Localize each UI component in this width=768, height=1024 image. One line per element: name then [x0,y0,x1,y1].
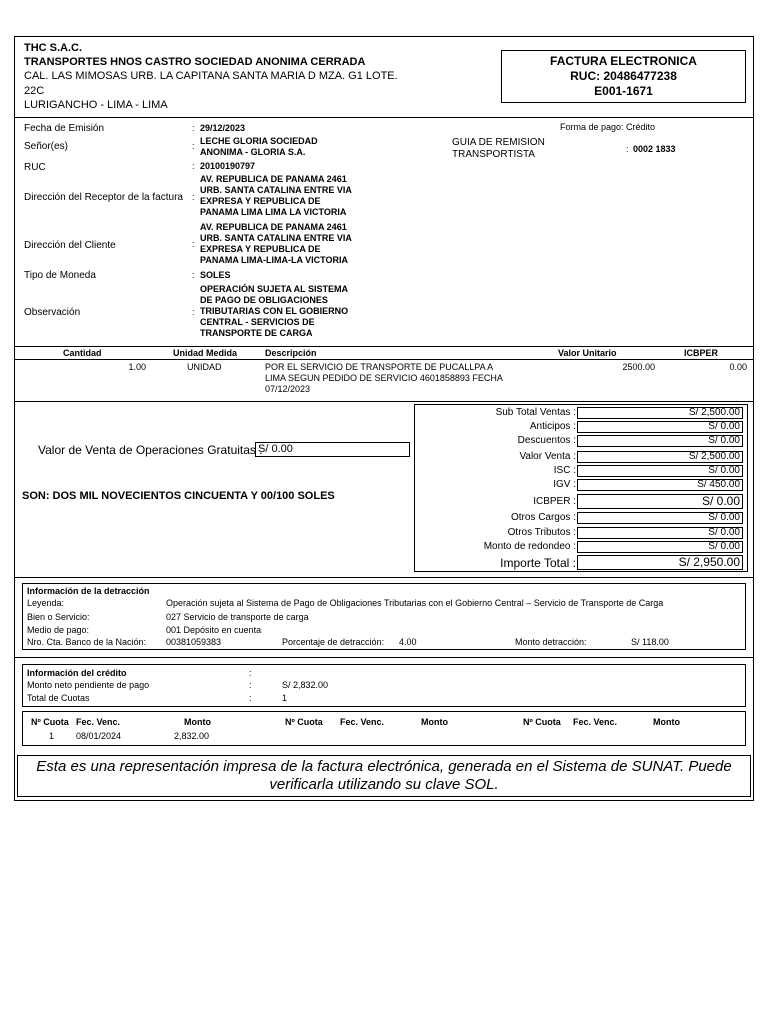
total-cuotas-value: 1 [282,693,288,703]
monto-neto-value: S/ 2,832.00 [282,680,329,690]
isc-value: S/ 0.00 [577,465,743,477]
col-valor: Valor Unitario [558,348,617,358]
divider [14,577,754,578]
item-valor: 2500.00 [622,362,655,372]
moneda-label: Tipo de Moneda [24,270,96,281]
subtotal-value: S/ 2,500.00 [577,407,743,419]
descuentos-label: Descuentos : [517,435,576,446]
descuentos-value: S/ 0.00 [577,435,743,447]
colon: : [192,141,195,151]
leyenda-label: Leyenda: [27,598,65,608]
colon: : [249,668,252,678]
ruc-label: RUC [24,162,46,173]
item-cantidad: 1.00 [128,362,146,372]
senores-label: Señor(es) [24,141,68,152]
redondeo-value: S/ 0.00 [577,541,743,553]
dir-cliente-value: AV. REPUBLICA DE PANAMA 2461 URB. SANTA CATALINA ENTRE VIA EXPRESA Y REPUBLICA DE PANAMA LIMA-LIMA-LA VICTORIA [200,222,352,265]
senores-value: LECHE GLORIA SOCIEDAD ANONIMA - GLORIA S.A. [200,136,318,157]
issuer-name: THC S.A.C. [24,42,83,54]
item-icbper: 0.00 [729,362,747,372]
cuota-header-monto: Monto [421,717,448,727]
cuota-fec: 08/01/2024 [76,731,122,741]
item-descripcion: POR EL SERVICIO DE TRANSPORTE DE PUCALLPA A LIMA SEGUN PEDIDO DE SERVICIO 4601858893 FECHA 07/12/2023 [265,362,503,394]
otros-tributos-value: S/ 0.00 [577,527,743,539]
guia-label: GUIA DE REMISION TRANSPORTISTA [452,137,545,160]
cta-label: Nro. Cta. Banco de la Nación: [27,637,147,647]
col-unidad: Unidad Medida [173,348,238,358]
doc-type: FACTURA ELECTRONICA [550,54,697,68]
anticipos-label: Anticipos : [529,421,576,432]
valor-venta-label: Valor Venta : [519,451,576,462]
fecha-label: Fecha de Emisión [24,123,105,134]
col-cantidad: Cantidad [63,348,102,358]
cta-value: 00381059383 [166,637,222,647]
cuota-header-n: Nº Cuota [31,717,69,727]
fecha-value: 29/12/2023 [200,123,246,133]
issuer-address-line1: CAL. LAS MIMOSAS URB. LA CAPITANA SANTA MARIA D MZA. G1 LOTE. [24,70,398,82]
otros-tributos-label: Otros Tributos : [507,527,576,538]
colon: : [249,693,252,703]
monto-neto-label: Monto neto pendiente de pago [27,680,150,690]
cuota-header-monto: Monto [184,717,211,727]
colon: : [192,239,195,249]
cuota-header-n: Nº Cuota [285,717,323,727]
gratuitas-value: S/ 0.00 [255,442,410,457]
icbper-label: ICBPER : [533,496,576,507]
colon: : [192,270,195,280]
detraccion-title: Información de la detracción [27,586,150,596]
colon: : [192,307,195,317]
importe-total-value: S/ 2,950.00 [577,555,743,570]
dir-receptor-label: Dirección del Receptor de la factura [24,192,183,203]
dir-receptor-value: AV. REPUBLICA DE PANAMA 2461 URB. SANTA CATALINA ENTRE VIA EXPRESA Y REPUBLICA DE PANAMA LIMA LIMA LA VICTORIA [200,174,352,217]
gratuitas-label: Valor de Venta de Operaciones Gratuitas : [38,443,263,457]
medio-value: 001 Depósito en cuenta [166,625,262,635]
col-icbper: ICBPER [684,348,719,358]
colon: : [192,192,195,202]
colon: : [192,161,195,171]
leyenda-value: Operación sujeta al Sistema de Pago de Obligaciones Tributarias con el Gobierno Central – Servicio de Transporte de Carga [166,598,664,608]
cuota-header-fec: Fec. Venc. [340,717,385,727]
bien-label: Bien o Servicio: [27,612,90,622]
cuota-header-n: Nº Cuota [523,717,561,727]
icbper-value: S/ 0.00 [577,494,743,509]
son-text: SON: DOS MIL NOVECIENTOS CINCUENTA Y 00/100 SOLES [22,490,335,502]
isc-label: ISC : [553,465,576,476]
obs-value: OPERACIÓN SUJETA AL SISTEMA DE PAGO DE OBLIGACIONES TRIBUTARIAS CON EL GOBIERNO CENTRAL - SERVICIOS DE TRANSPORTE DE CARGA [200,284,349,338]
medio-label: Medio de pago: [27,625,90,635]
obs-label: Observación [24,307,81,318]
igv-label: IGV : [553,479,576,490]
guia-value: 0002 1833 [633,144,676,154]
monto-detraccion-value: S/ 118.00 [631,637,669,647]
cuota-monto: 2,832.00 [174,731,210,741]
issuer-legal-name: TRANSPORTES HNOS CASTRO SOCIEDAD ANONIMA CERRADA [24,56,366,68]
cuota-header-fec: Fec. Venc. [573,717,618,727]
footer-line2: verificarla utilizando su clave SOL. [269,776,499,793]
colon: : [249,680,252,690]
valor-venta-value: S/ 2,500.00 [577,451,743,463]
bien-value: 027 Servicio de transporte de carga [166,612,309,622]
item-unidad: UNIDAD [187,362,222,372]
footer-line1: Esta es una representación impresa de la factura electrónica, generada en el Sistema de SUNAT. Puede [36,758,732,775]
importe-total-label: Importe Total : [500,556,576,570]
divider [14,401,754,402]
credito-title: Información del crédito [27,668,127,678]
cuota-header-fec: Fec. Venc. [76,717,121,727]
issuer-address-line2: 22C [24,85,45,97]
porcentaje-value: 4.00 [399,637,417,647]
divider [14,117,754,118]
doc-ruc: RUC: 20486477238 [570,69,677,83]
moneda-value: SOLES [200,270,231,280]
subtotal-label: Sub Total Ventas : [495,407,576,418]
doc-number: E001-1671 [594,84,653,98]
divider [14,346,754,347]
document-box [501,50,746,103]
col-descripcion: Descripción [265,348,317,358]
dir-cliente-label: Dirección del Cliente [24,240,116,251]
ruc-value: 20100190797 [200,161,256,171]
forma-pago: Forma de pago: Crédito [560,122,656,132]
otros-cargos-value: S/ 0.00 [577,512,743,524]
monto-detraccion-label: Monto detracción: [515,637,587,647]
total-cuotas-label: Total de Cuotas [27,693,90,703]
igv-value: S/ 450.00 [577,479,743,491]
colon: : [626,144,629,154]
colon: : [192,123,195,133]
porcentaje-label: Porcentaje de detracción: [282,637,385,647]
redondeo-label: Monto de redondeo : [483,541,576,552]
cuota-header-monto: Monto [653,717,680,727]
cuota-n: 1 [49,731,55,741]
anticipos-value: S/ 0.00 [577,421,743,433]
otros-cargos-label: Otros Cargos : [510,512,576,523]
issuer-address-line3: LURIGANCHO - LIMA - LIMA [24,99,168,111]
divider [14,657,754,658]
divider [14,359,754,360]
